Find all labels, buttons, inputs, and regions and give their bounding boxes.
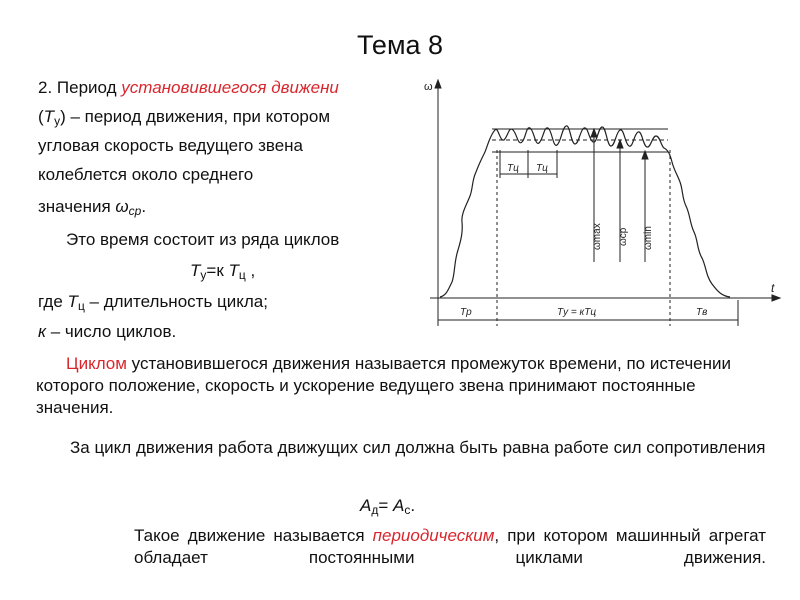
subscript: у xyxy=(54,114,61,128)
subscript: ср xyxy=(128,204,142,218)
symbol-a: A xyxy=(393,496,405,515)
text-segment: =к xyxy=(206,261,229,280)
text-line-6: Это время состоит из ряда циклов xyxy=(66,230,340,249)
text-segment: ) – период движения, при котором xyxy=(60,107,331,126)
symbol-t: T xyxy=(67,292,78,311)
text-segment: 2. Период xyxy=(38,78,122,97)
slide-title: Тема 8 xyxy=(356,30,444,60)
wmin-label: ωmin xyxy=(643,226,654,250)
term-highlight: установившегося движени xyxy=(121,78,339,97)
symbol-t: T xyxy=(190,261,201,280)
symbol-a: A xyxy=(360,496,372,515)
symbol-t: T xyxy=(43,107,55,126)
text-segment: ( xyxy=(38,107,44,126)
tb-label: Tв xyxy=(696,307,708,318)
subscript: ц xyxy=(238,268,246,282)
text-segment: , при котором машинный агрегат обладает постоянными циклами движения. xyxy=(134,526,767,567)
subscript: д xyxy=(371,503,379,517)
term-highlight: Циклом xyxy=(66,354,127,373)
text-segment: – длительность цикла; xyxy=(84,292,268,311)
text-segment: установившегося движения называется промежуток времени, по истечении которого положение, скорость и ускорение ведущего звена принимают постоянные значения. xyxy=(36,354,732,417)
term-highlight: периодическим xyxy=(372,526,495,545)
wmax-label: ωmax xyxy=(592,223,603,250)
tc-label-2: Tц xyxy=(536,163,548,174)
wmax-arrow-head xyxy=(591,129,597,137)
y-axis-label: ω xyxy=(424,81,433,93)
x-axis-arrow xyxy=(772,295,780,301)
text-segment: Такое движение называется xyxy=(134,526,373,545)
ty-label: Tу = кTц xyxy=(557,307,597,318)
subscript: у xyxy=(200,268,207,282)
subscript: ц xyxy=(77,299,85,313)
symbol-omega: ω xyxy=(115,197,129,216)
y-axis-arrow xyxy=(435,80,441,88)
symbol-k: к xyxy=(38,322,47,341)
text-segment: , xyxy=(245,261,256,280)
text-segment: . xyxy=(410,496,416,515)
symbol-t: T xyxy=(228,261,239,280)
text-segment: – число циклов. xyxy=(46,322,177,341)
text-line-4: колеблется около среднего xyxy=(38,165,254,184)
tp-label: Tр xyxy=(460,307,472,318)
subscript: с xyxy=(404,503,411,517)
text-segment: . xyxy=(141,197,147,216)
text-segment: = xyxy=(378,496,394,515)
text-segment: значения xyxy=(38,197,116,216)
wcp-label: ωср xyxy=(618,227,629,246)
text-line-3: угловая скорость ведущего звена xyxy=(38,136,304,155)
paragraph-work-balance: За цикл движения работа движущих сил должна быть равна работе сил сопротивления xyxy=(70,438,766,457)
text-segment: где xyxy=(38,292,68,311)
tc-label-1: Tц xyxy=(507,163,519,174)
x-axis-label: t xyxy=(771,281,775,295)
wcp-arrow-head xyxy=(617,140,623,148)
